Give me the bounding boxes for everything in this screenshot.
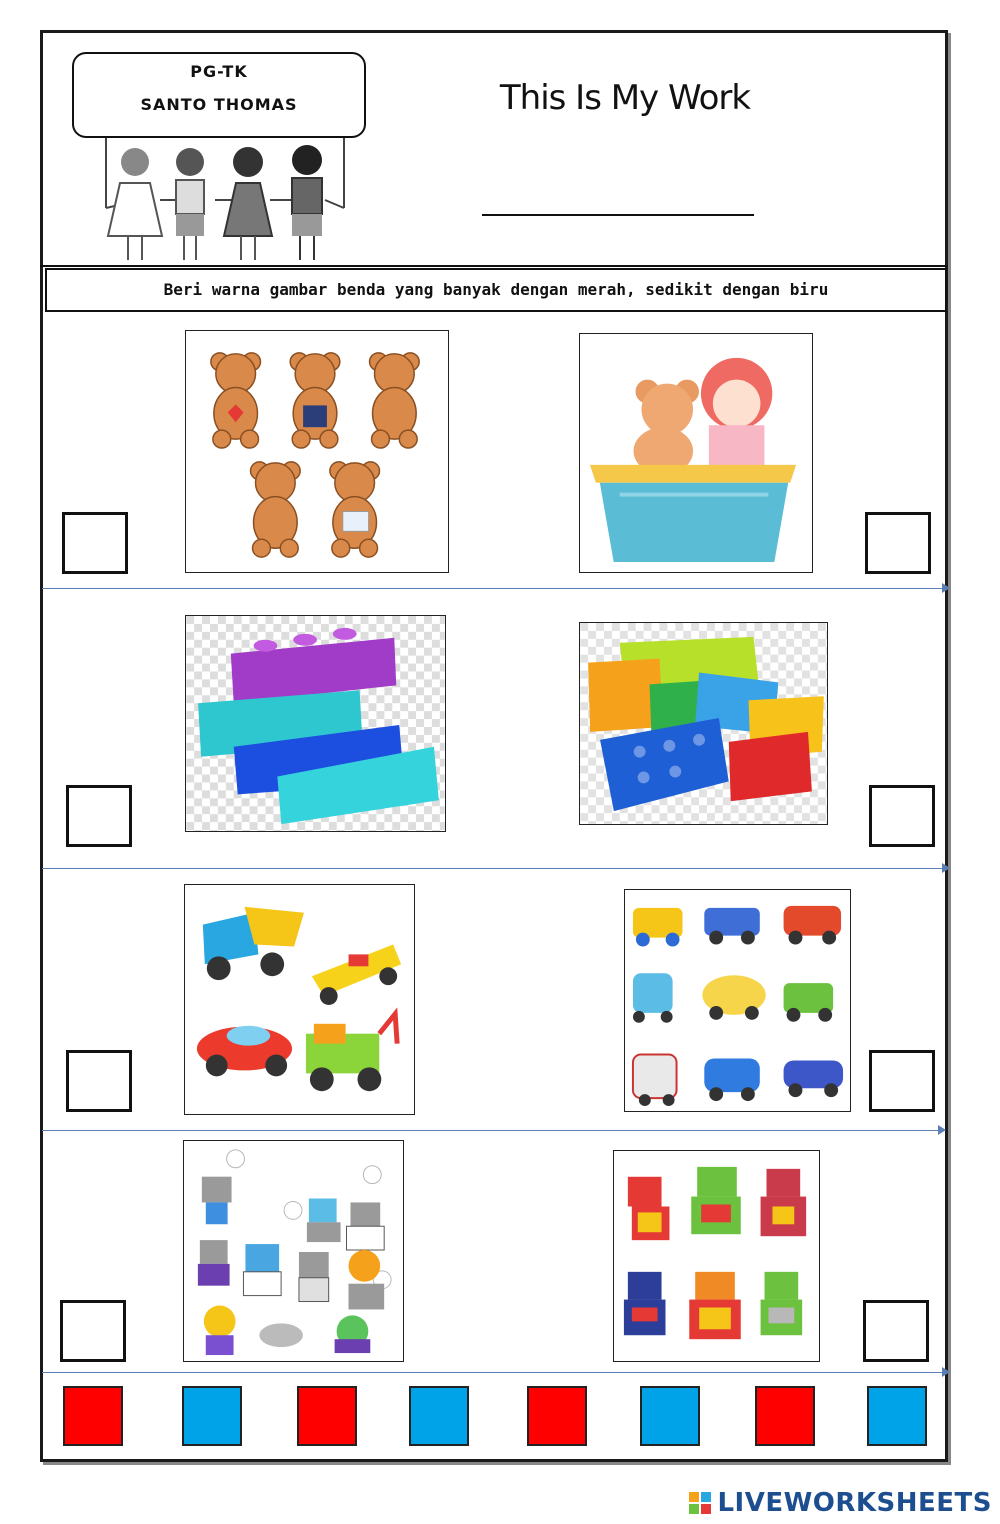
answer-box-row1-left[interactable] (62, 512, 128, 574)
header-divider (40, 265, 948, 267)
school-banner (72, 52, 366, 138)
color-swatch-red[interactable] (63, 1386, 123, 1446)
answer-box-row4-right[interactable] (863, 1300, 929, 1362)
brand-text: LIVEWORKSHEETS (717, 1488, 992, 1518)
page-title: This Is My Work (499, 78, 751, 118)
teddy-and-doll-in-box-image (579, 333, 813, 573)
name-line (482, 214, 754, 216)
toy-vehicles-few-image (184, 884, 415, 1115)
answer-box-row2-left[interactable] (66, 785, 132, 847)
school-line2: SANTO THOMAS (140, 95, 298, 114)
color-swatch-blue[interactable] (640, 1386, 700, 1446)
answer-box-row3-left[interactable] (66, 1050, 132, 1112)
color-swatch-blue[interactable] (867, 1386, 927, 1446)
stacked-lego-bricks-image (185, 615, 446, 832)
kids-holding-hands-image (100, 138, 350, 264)
lego-bricks-pile-image (579, 622, 828, 825)
color-swatch-red[interactable] (527, 1386, 587, 1446)
row-divider (42, 588, 946, 589)
robots-few-image (613, 1150, 820, 1362)
answer-box-row3-right[interactable] (869, 1050, 935, 1112)
color-swatch-blue[interactable] (182, 1386, 242, 1446)
row-divider (42, 868, 946, 869)
color-swatch-blue[interactable] (409, 1386, 469, 1446)
school-line1: PG-TK (190, 62, 248, 81)
instruction-text: Beri warna gambar benda yang banyak dengan merah, sedikit dengan biru (45, 268, 947, 312)
color-swatch-red[interactable] (755, 1386, 815, 1446)
row-divider (42, 1130, 942, 1131)
liveworksheets-icon (689, 1492, 711, 1514)
answer-box-row1-right[interactable] (865, 512, 931, 574)
answer-box-row4-left[interactable] (60, 1300, 126, 1362)
color-swatch-red[interactable] (297, 1386, 357, 1446)
answer-box-row2-right[interactable] (869, 785, 935, 847)
toy-vehicles-many-image (624, 889, 851, 1112)
row-divider (42, 1372, 946, 1373)
liveworksheets-logo (689, 1488, 992, 1518)
robots-many-image (183, 1140, 404, 1362)
teddy-bears-many-image (185, 330, 449, 573)
